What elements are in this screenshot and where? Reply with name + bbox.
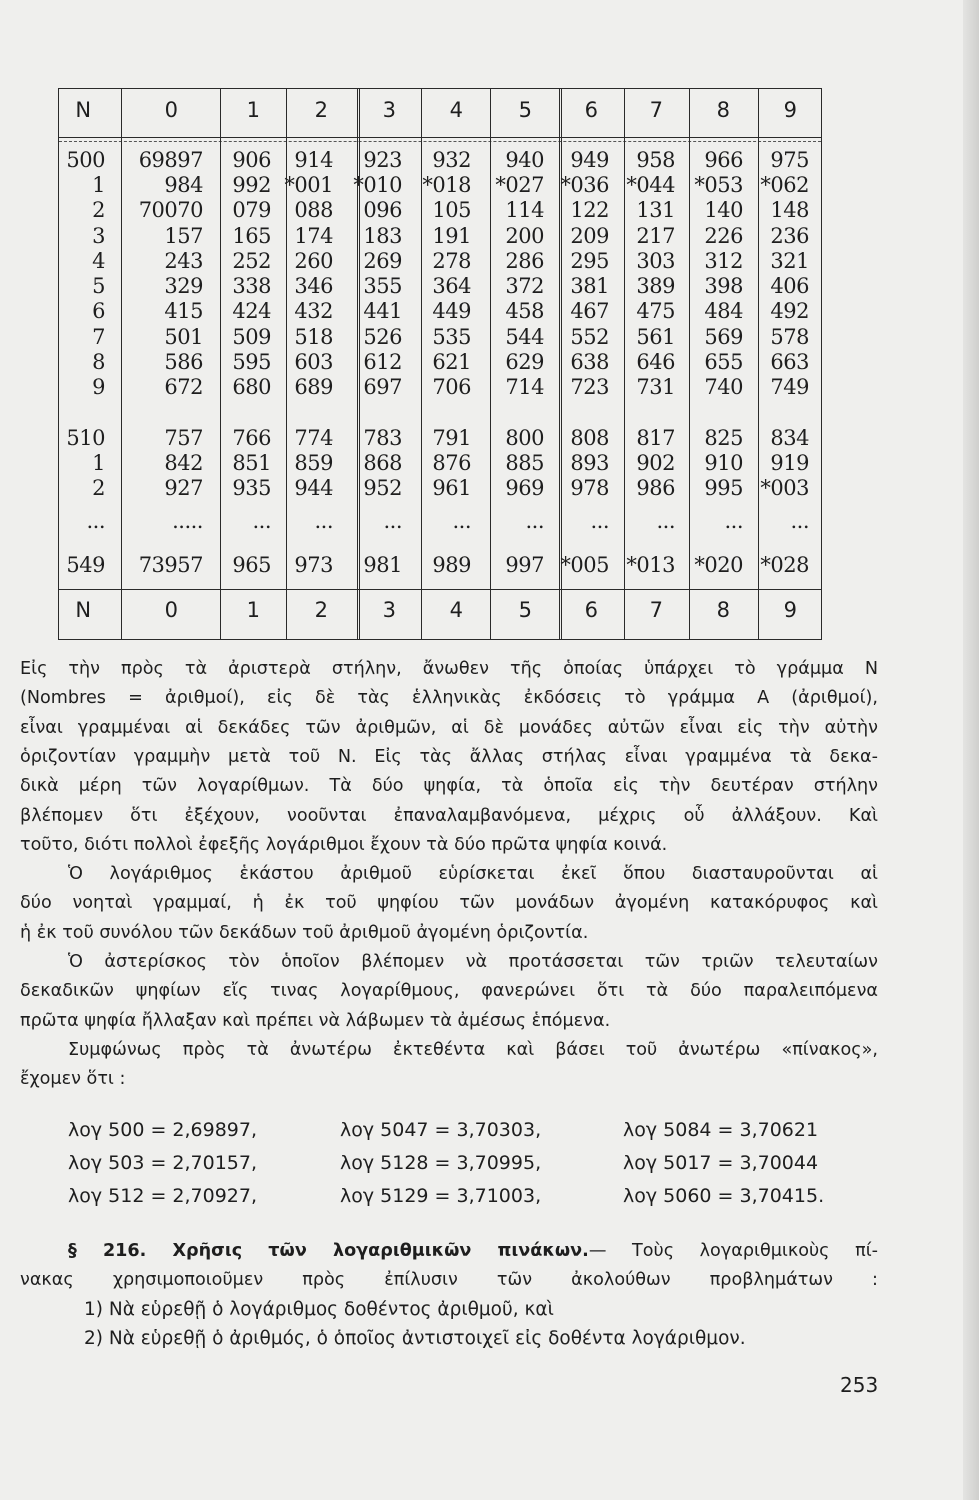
footer-cell: 7 xyxy=(649,598,663,622)
table-cell: 295 xyxy=(570,249,609,273)
formula: λογ 500 = 2,69897, xyxy=(68,1119,258,1141)
header-rule xyxy=(59,137,821,138)
table-cell: 372 xyxy=(505,274,544,298)
formula: λογ 5084 = 3,70621 xyxy=(623,1119,819,1141)
table-cell: 122 xyxy=(570,198,609,222)
table-cell: 70070 xyxy=(138,198,203,222)
table-cell: 484 xyxy=(704,299,743,323)
footer-cell: 5 xyxy=(518,598,532,622)
table-cell: 859 xyxy=(294,451,333,475)
para1-line: δικὰ μέρη τῶν λογαρίθμων. Τὰ δύο ψηφία, τὰ ὁποῖα εἰς τὴν δευτέραν στήλην xyxy=(20,776,878,797)
table-cell: 8 xyxy=(92,350,105,374)
table-cell: ... xyxy=(656,509,675,533)
header-cell: 5 xyxy=(518,98,532,122)
table-cell: 706 xyxy=(432,375,471,399)
table-cell: 902 xyxy=(636,451,675,475)
table-cell: 825 xyxy=(704,426,743,450)
table-cell: ... xyxy=(252,509,271,533)
table-cell: 569 xyxy=(704,325,743,349)
table-cell: 612 xyxy=(363,350,402,374)
table-cell: 321 xyxy=(770,249,809,273)
table-cell: 965 xyxy=(232,553,271,577)
formula: λογ 512 = 2,70927, xyxy=(68,1185,258,1207)
table-cell: 226 xyxy=(704,224,743,248)
header-cell: 7 xyxy=(649,98,663,122)
table-cell: ... xyxy=(724,509,743,533)
header-cell: 3 xyxy=(382,98,396,122)
table-cell: 260 xyxy=(294,249,333,273)
table-cell: 492 xyxy=(770,299,809,323)
table-cell: 183 xyxy=(363,224,402,248)
para1-line: ὁριζοντίαν γραμμὴν μετὰ τοῦ Ν. Εἰς τὰς ἄλλας στήλας εἶναι γραμμένα τὰ δεκα- xyxy=(20,746,878,767)
header-cell: N xyxy=(75,98,91,122)
table-cell: 723 xyxy=(570,375,609,399)
table-cell: 200 xyxy=(505,224,544,248)
table-cell: 467 xyxy=(570,299,609,323)
para3-line: δεκαδικῶν ψηφίων εἴς τινας λογαρίθμους, φανερώνει ὅτι τὰ δύο παραλειπόμενα xyxy=(20,981,878,1002)
table-cell: *027 xyxy=(495,173,544,197)
table-cell: 578 xyxy=(770,325,809,349)
table-cell: 243 xyxy=(164,249,203,273)
table-cell: 174 xyxy=(294,224,333,248)
table-cell: 9 xyxy=(92,375,105,399)
table-cell: 312 xyxy=(704,249,743,273)
table-cell: 714 xyxy=(505,375,544,399)
table-cell: 096 xyxy=(363,198,402,222)
table-cell: 927 xyxy=(164,476,203,500)
table-cell: *053 xyxy=(694,173,743,197)
table-cell: 923 xyxy=(363,148,402,172)
para1-line: εἶναι γραμμέναι αἱ δεκάδες τῶν ἀριθμῶν, αἱ δὲ μονάδες αὐτῶν εἶναι εἰς τὴν αὐτὴν xyxy=(20,717,878,738)
table-cell: 603 xyxy=(294,350,333,374)
table-cell: 817 xyxy=(636,426,675,450)
column-divider xyxy=(758,89,759,639)
table-cell: 355 xyxy=(363,274,402,298)
footer-cell: 3 xyxy=(382,598,396,622)
table-cell: *001 xyxy=(284,173,333,197)
table-cell: 338 xyxy=(232,274,271,298)
footer-cell: 1 xyxy=(246,598,260,622)
table-cell: 791 xyxy=(432,426,471,450)
table-cell: 969 xyxy=(505,476,544,500)
table-cell: *020 xyxy=(694,553,743,577)
table-cell: ... xyxy=(590,509,609,533)
table-cell: 449 xyxy=(432,299,471,323)
table-cell: 500 xyxy=(66,148,105,172)
table-cell: 992 xyxy=(232,173,271,197)
formula: λογ 5128 = 3,70995, xyxy=(340,1152,542,1174)
para1-line: βλέπομεν ὅτι ἐξέχουν, νοοῦνται ἐπαναλαμβανόμενα, μέχρις οὗ ἀλλάξουν. Καὶ xyxy=(20,805,878,826)
table-cell: 961 xyxy=(432,476,471,500)
table-cell: 655 xyxy=(704,350,743,374)
problem-item-1: 1) Νὰ εὑρεθῇ ὁ λογάριθμος δοθέντος ἀριθμοῦ, καὶ xyxy=(84,1299,554,1320)
table-cell: 989 xyxy=(432,553,471,577)
para3-line: πρῶτα ψηφία ἤλλαξαν καὶ πρέπει νὰ λάβωμεν τὰ ἀμέσως ἑπόμενα. xyxy=(20,1010,611,1031)
table-cell: 105 xyxy=(432,198,471,222)
table-cell: 364 xyxy=(432,274,471,298)
footer-cell: 4 xyxy=(449,598,463,622)
table-cell: 952 xyxy=(363,476,402,500)
table-cell: ... xyxy=(525,509,544,533)
table-cell: 209 xyxy=(570,224,609,248)
table-cell: 510 xyxy=(66,426,105,450)
table-cell: 381 xyxy=(570,274,609,298)
footer-cell: 0 xyxy=(164,598,178,622)
table-cell: 914 xyxy=(294,148,333,172)
footer-cell: 9 xyxy=(783,598,797,622)
table-cell: 544 xyxy=(505,325,544,349)
table-cell: 286 xyxy=(505,249,544,273)
table-cell: 69897 xyxy=(138,148,203,172)
table-cell: 966 xyxy=(704,148,743,172)
header-dashed-rule xyxy=(59,141,821,142)
table-cell: 5 xyxy=(92,274,105,298)
table-cell: ... xyxy=(790,509,809,533)
table-cell: 2 xyxy=(92,198,105,222)
table-cell: 646 xyxy=(636,350,675,374)
table-cell: 978 xyxy=(570,476,609,500)
table-cell: ... xyxy=(314,509,333,533)
table-cell: 303 xyxy=(636,249,675,273)
table-cell: 638 xyxy=(570,350,609,374)
table-cell: 191 xyxy=(432,224,471,248)
table-cell: 7 xyxy=(92,325,105,349)
table-cell: 997 xyxy=(505,553,544,577)
footer-cell: 6 xyxy=(584,598,598,622)
footer-cell: 2 xyxy=(314,598,328,622)
table-cell: 2 xyxy=(92,476,105,500)
table-cell: 148 xyxy=(770,198,809,222)
table-cell: 629 xyxy=(505,350,544,374)
table-cell: 984 xyxy=(164,173,203,197)
footer-cell: N xyxy=(75,598,91,622)
table-cell: 217 xyxy=(636,224,675,248)
table-cell: 783 xyxy=(363,426,402,450)
table-cell: 876 xyxy=(432,451,471,475)
table-cell: *010 xyxy=(353,173,402,197)
column-divider xyxy=(490,89,491,639)
formula: λογ 5060 = 3,70415. xyxy=(623,1185,825,1207)
table-cell: 441 xyxy=(363,299,402,323)
table-cell: *036 xyxy=(560,173,609,197)
table-cell: 406 xyxy=(770,274,809,298)
para1-line: (Nombres = ἀριθμοί), εἰς δὲ τὰς ἑλληνικὰς ἐκδόσεις τὸ γράμμα Α (ἀριθμοί), xyxy=(20,688,878,709)
table-cell: 329 xyxy=(164,274,203,298)
para1-line: Εἰς τὴν πρὸς τὰ ἀριστερὰ στήλην, ἄνωθεν τῆς ὁποίας ὑπάρχει τὸ γράμμα Ν xyxy=(20,659,878,679)
table-cell: 834 xyxy=(770,426,809,450)
column-divider xyxy=(220,89,221,639)
table-cell: *028 xyxy=(760,553,809,577)
table-cell: 893 xyxy=(570,451,609,475)
table-cell: 3 xyxy=(92,224,105,248)
header-cell: 2 xyxy=(314,98,328,122)
table-cell: *044 xyxy=(626,173,675,197)
table-cell: 919 xyxy=(770,451,809,475)
table-cell: 595 xyxy=(232,350,271,374)
section-heading: § 216. Χρῆσις τῶν λογαριθμικῶν πινάκων. xyxy=(68,1241,589,1261)
table-cell: *062 xyxy=(760,173,809,197)
table-cell: 981 xyxy=(363,553,402,577)
table-cell: 885 xyxy=(505,451,544,475)
table-cell: 252 xyxy=(232,249,271,273)
table-cell: 526 xyxy=(363,325,402,349)
table-cell: 398 xyxy=(704,274,743,298)
footer-rule xyxy=(59,589,821,590)
table-cell: 749 xyxy=(770,375,809,399)
table-cell: 800 xyxy=(505,426,544,450)
para2-line: ἡ ἐκ τοῦ συνόλου τῶν δεκάδων τοῦ ἀριθμοῦ ἀγομένη ὁριζοντία. xyxy=(20,922,589,943)
table-cell: 973 xyxy=(294,553,333,577)
column-divider xyxy=(624,89,625,639)
formula: λογ 5129 = 3,71003, xyxy=(340,1185,542,1207)
header-cell: 0 xyxy=(164,98,178,122)
table-cell: 458 xyxy=(505,299,544,323)
footer-cell: 8 xyxy=(716,598,730,622)
table-cell: *018 xyxy=(422,173,471,197)
formula: λογ 5047 = 3,70303, xyxy=(340,1119,542,1141)
page-edge xyxy=(963,0,979,1500)
table-cell: 475 xyxy=(636,299,675,323)
table-cell: 415 xyxy=(164,299,203,323)
column-divider xyxy=(689,89,690,639)
table-cell: 944 xyxy=(294,476,333,500)
table-cell: 131 xyxy=(636,198,675,222)
table-cell: 140 xyxy=(704,198,743,222)
para1-line: τοῦτο, διότι πολλοὶ ἐφεξῆς λογάριθμοι ἔχουν τὰ δύο πρῶτα ψηφία κοινά. xyxy=(20,834,668,855)
table-cell: 269 xyxy=(363,249,402,273)
table-cell: 389 xyxy=(636,274,675,298)
table-cell: 4 xyxy=(92,249,105,273)
table-cell: 088 xyxy=(294,198,333,222)
table-cell: 740 xyxy=(704,375,743,399)
table-cell: 935 xyxy=(232,476,271,500)
table-cell: ... xyxy=(452,509,471,533)
table-cell: 766 xyxy=(232,426,271,450)
table-cell: *003 xyxy=(760,476,809,500)
table-cell: 986 xyxy=(636,476,675,500)
table-cell: 73957 xyxy=(138,553,203,577)
table-cell: ... xyxy=(383,509,402,533)
table-cell: 932 xyxy=(432,148,471,172)
table-cell: 535 xyxy=(432,325,471,349)
table-cell: 949 xyxy=(570,148,609,172)
section-216-line2: νακας χρησιμοποιοῦμεν πρὸς ἐπίλυσιν τῶν ἀκολούθων προβλημάτων : xyxy=(20,1270,878,1290)
table-cell: 157 xyxy=(164,224,203,248)
table-cell: ... xyxy=(86,509,105,533)
table-cell: 6 xyxy=(92,299,105,323)
table-cell: 680 xyxy=(232,375,271,399)
table-cell: 509 xyxy=(232,325,271,349)
section-216-line1 xyxy=(68,1237,878,1265)
table-cell: 1 xyxy=(92,451,105,475)
formula: λογ 5017 = 3,70044 xyxy=(623,1152,819,1174)
table-cell: 1 xyxy=(92,173,105,197)
para2-line: Ὁ λογάριθμος ἑκάστου ἀριθμοῦ εὑρίσκεται ἐκεῖ ὅπου διασταυροῦνται αἱ xyxy=(68,864,878,885)
problem-item-2: 2) Νὰ εὑρεθῇ ὁ ἀριθμός, ὁ ὁποῖος ἀντιστοιχεῖ εἰς δοθέντα λογάριθμον. xyxy=(84,1328,746,1349)
table-cell: 958 xyxy=(636,148,675,172)
table-cell: 851 xyxy=(232,451,271,475)
column-divider xyxy=(121,89,122,639)
para2-line: δύο νοηταὶ γραμμαί, ἡ ἐκ τοῦ ψηφίου τῶν μονάδων ἀγομένη κατακόρυφος καὶ xyxy=(20,893,878,914)
table-cell: 910 xyxy=(704,451,743,475)
table-cell: 774 xyxy=(294,426,333,450)
header-cell: 6 xyxy=(584,98,598,122)
table-cell: 424 xyxy=(232,299,271,323)
table-cell: 552 xyxy=(570,325,609,349)
header-cell: 4 xyxy=(449,98,463,122)
table-cell: 731 xyxy=(636,375,675,399)
table-cell: 278 xyxy=(432,249,471,273)
header-cell: 8 xyxy=(716,98,730,122)
table-cell: 995 xyxy=(704,476,743,500)
table-cell: 165 xyxy=(232,224,271,248)
table-cell: 501 xyxy=(164,325,203,349)
table-cell: *013 xyxy=(626,553,675,577)
table-cell: 518 xyxy=(294,325,333,349)
header-cell: 9 xyxy=(783,98,797,122)
table-cell: 975 xyxy=(770,148,809,172)
formula: λογ 503 = 2,70157, xyxy=(68,1152,258,1174)
page-number: 253 xyxy=(840,1373,879,1397)
table-cell: 842 xyxy=(164,451,203,475)
table-cell: 432 xyxy=(294,299,333,323)
table-cell: 808 xyxy=(570,426,609,450)
table-cell: 079 xyxy=(232,198,271,222)
table-cell: 586 xyxy=(164,350,203,374)
table-cell: 757 xyxy=(164,426,203,450)
table-cell: 236 xyxy=(770,224,809,248)
logarithm-table xyxy=(58,88,822,640)
header-cell: 1 xyxy=(246,98,260,122)
table-cell: 621 xyxy=(432,350,471,374)
table-cell: 346 xyxy=(294,274,333,298)
table-cell: ..... xyxy=(172,509,203,533)
table-cell: 663 xyxy=(770,350,809,374)
table-cell: 906 xyxy=(232,148,271,172)
table-cell: 114 xyxy=(505,198,544,222)
para4-line: ἔχομεν ὅτι : xyxy=(20,1069,126,1090)
table-cell: 868 xyxy=(363,451,402,475)
table-cell: *005 xyxy=(560,553,609,577)
table-cell: 561 xyxy=(636,325,675,349)
table-cell: 697 xyxy=(363,375,402,399)
table-cell: 689 xyxy=(294,375,333,399)
para4-line: Συμφώνως πρὸς τὰ ἀνωτέρω ἐκτεθέντα καὶ βάσει τοῦ ἀνωτέρω «πίνακος», xyxy=(68,1039,878,1060)
table-cell: 940 xyxy=(505,148,544,172)
para3-line: Ὁ ἀστερίσκος τὸν ὁποῖον βλέπομεν νὰ προτάσσεται τῶν τριῶν τελευταίων xyxy=(68,952,878,972)
table-cell: 549 xyxy=(66,553,105,577)
table-cell: 672 xyxy=(164,375,203,399)
section-line1-rest: — Τοὺς λογαριθμικοὺς πί- xyxy=(588,1241,879,1261)
